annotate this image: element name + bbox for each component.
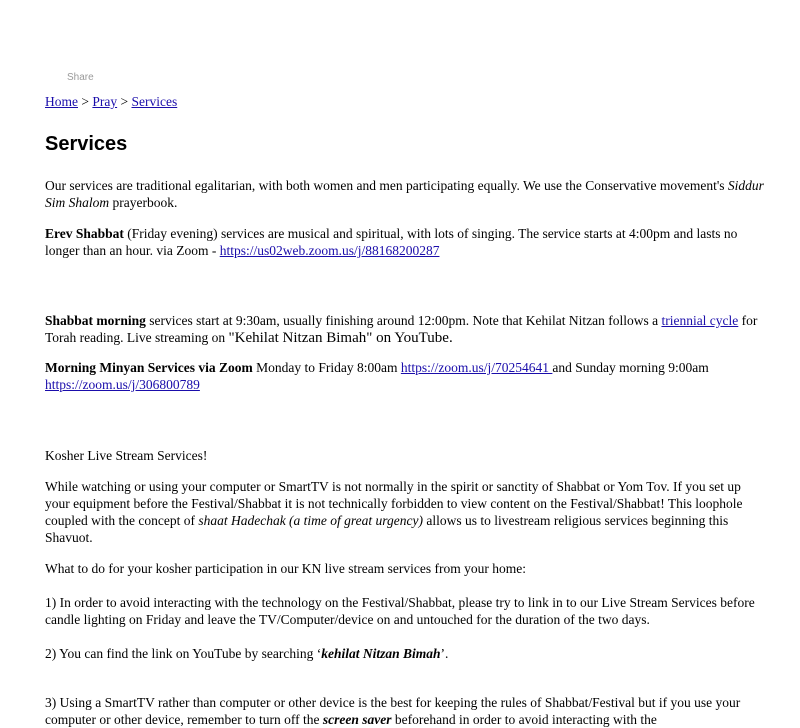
shabbat-morning-paragraph xyxy=(45,312,765,347)
kosher-stream-title: Kosher Live Stream Services! xyxy=(45,448,208,463)
breadcrumb-home-link[interactable]: Home xyxy=(45,94,78,109)
step-2-text: 2) You can find the link on YouTube by searching ‘ xyxy=(45,646,322,661)
breadcrumb-services-link[interactable]: Services xyxy=(131,94,178,109)
page-title: Services xyxy=(45,133,128,155)
step-2-paragraph xyxy=(45,645,765,662)
erev-shabbat-heading: Erev Shabbat xyxy=(45,226,124,241)
morning-minyan-heading: Morning Minyan Services via Zoom xyxy=(45,360,253,375)
erev-shabbat-paragraph xyxy=(45,225,765,259)
step-3-paragraph xyxy=(45,694,765,728)
intro-paragraph xyxy=(45,177,765,211)
minyan-weekday-zoom-link[interactable]: https://zoom.us/j/70254641 xyxy=(400,360,553,375)
erev-shabbat-text: (Friday evening) services are musical and spiritual, with lots of singing. The service starts at 4:00pm and lasts no longer than an hour. via Zoom - xyxy=(45,226,738,258)
step-1-paragraph: 1) In order to avoid interacting with the technology on the Festival/Shabbat, please try to link in to our Live Stream Services before candle lighting on Friday and leave the TV/Computer/device on and untouched for the duration of the two days. xyxy=(45,595,755,627)
morning-minyan-paragraph xyxy=(45,359,765,393)
step-2-search-term: kehilat Nitzan Bimah xyxy=(321,646,441,661)
watching-text-end: allows us to livestream religious services beginning this Shavuot. xyxy=(45,513,729,545)
what-to-do-paragraph: What to do for your kosher participation in our KN live stream services from your home: xyxy=(45,561,526,576)
morning-minyan-text: Monday to Friday 8:00am xyxy=(252,360,401,375)
watching-italic: shaat Hadechak (a time of great urgency) xyxy=(198,513,424,528)
youtube-channel-text: "Kehilat Nitzan Bimah" on YouTube. xyxy=(228,330,453,346)
breadcrumb-pray-link[interactable]: Pray xyxy=(92,94,118,109)
share-button[interactable]: Share xyxy=(67,72,94,83)
shabbat-morning-text: services start at 9:30am, usually finishing around 12:00pm. Note that Kehilat Nitzan follows a xyxy=(145,313,662,328)
breadcrumb-separator: > xyxy=(78,94,93,109)
watching-text: While watching or using your computer or SmartTV is not normally in the spirit or sanctity of Shabbat or Yom Tov. If you set up your equipment before the Festival/Shabbat it is not technically forbidden to view content on the Festival/Shabbat! This loophole coupled with the concept of xyxy=(45,479,743,528)
erev-zoom-link[interactable]: https://us02web.zoom.us/j/88168200287 xyxy=(219,243,440,258)
shabbat-morning-text-2: for Torah reading. Live streaming on xyxy=(45,313,758,345)
minyan-sunday-zoom-link[interactable]: https://zoom.us/j/306800789 xyxy=(45,377,200,392)
intro-text-end: prayerbook. xyxy=(109,195,178,210)
step-2-text-end: ’. xyxy=(440,646,449,661)
step-3-text-end: beforehand in order to avoid interacting with the xyxy=(391,712,657,727)
intro-italic: Siddur Sim Shalom xyxy=(45,178,764,210)
step-3-text: 3) Using a SmartTV rather than computer or other device is the best for keeping the rules of Shabbat/Festival but if you use your computer or other device, remember to turn off the xyxy=(45,695,741,727)
triennial-cycle-link[interactable]: triennial cycle xyxy=(661,313,739,328)
breadcrumb-separator: > xyxy=(117,94,132,109)
intro-text: Our services are traditional egalitarian, with both women and men participating equally. We use the Conservative movement's xyxy=(45,178,728,193)
watching-paragraph xyxy=(45,478,765,546)
morning-minyan-text-2: and Sunday morning 9:00am xyxy=(552,360,709,375)
shabbat-morning-heading: Shabbat morning xyxy=(45,313,146,328)
main-content xyxy=(45,93,765,728)
step-3-screen-saver: screen saver xyxy=(322,712,392,727)
breadcrumb xyxy=(45,93,765,110)
